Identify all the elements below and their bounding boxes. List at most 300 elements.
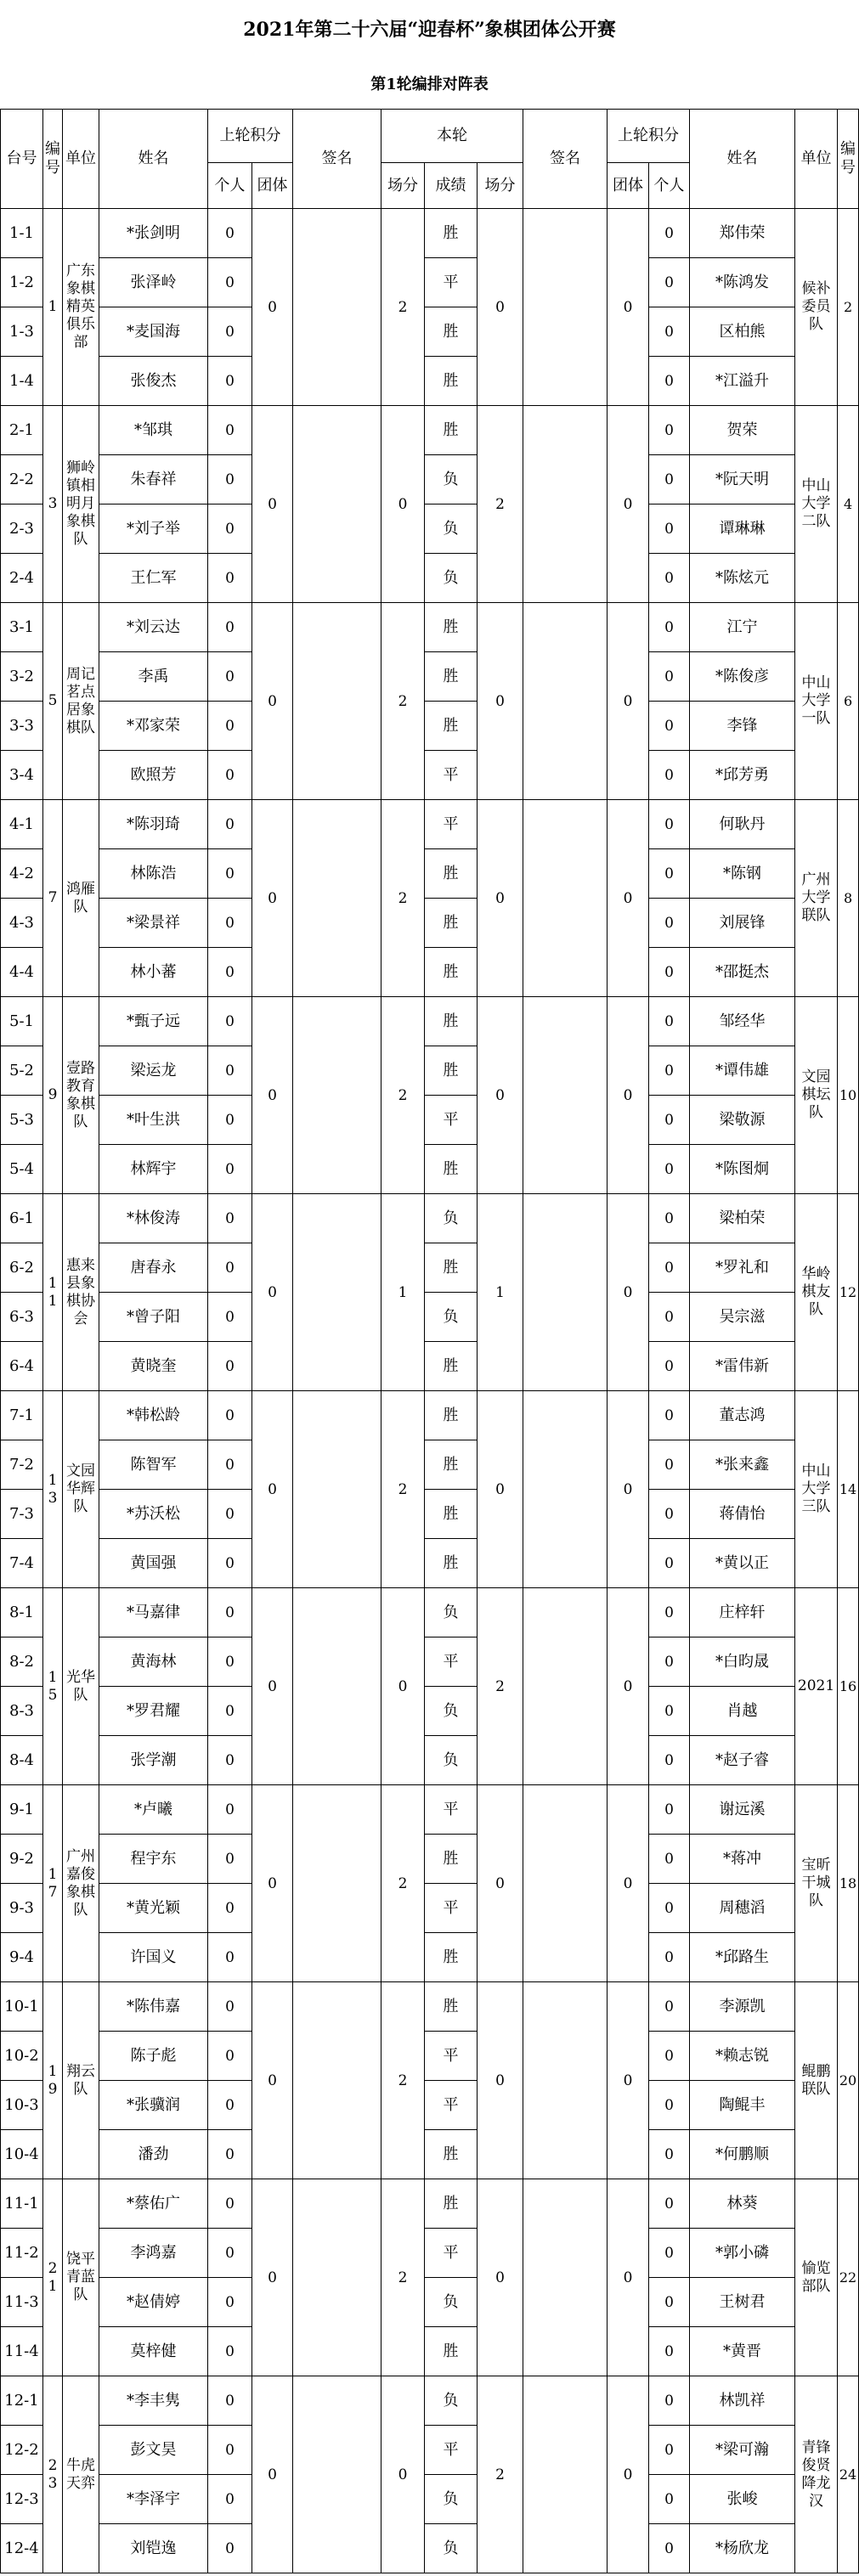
header-right-team-number: 编号: [838, 110, 859, 209]
board-result: 胜: [425, 2327, 478, 2376]
right-player-name: *赵子睿: [690, 1736, 795, 1785]
right-team-number: 18: [838, 1785, 859, 1982]
board-result: 胜: [425, 1982, 478, 2032]
left-player-name: 朱春祥: [99, 455, 208, 504]
board-number: 1-4: [1, 357, 43, 406]
left-individual-points: 0: [208, 997, 252, 1046]
table-row: [1, 2475, 859, 2524]
board-result: 胜: [425, 849, 478, 899]
left-individual-points: 0: [208, 2524, 252, 2573]
table-header: [1, 110, 859, 209]
right-match-points: 0: [478, 1982, 523, 2179]
left-signature-cell: [293, 1982, 381, 2179]
left-individual-points: 0: [208, 899, 252, 948]
left-match-points: 1: [381, 1194, 425, 1391]
left-player-name: 王仁军: [99, 554, 208, 603]
board-result: 平: [425, 2032, 478, 2081]
left-individual-points: 0: [208, 2032, 252, 2081]
match-group: [1, 997, 859, 1194]
right-individual-points: 0: [649, 1243, 690, 1293]
right-team-number: 22: [838, 2179, 859, 2376]
board-result: 胜: [425, 948, 478, 997]
right-player-name: 贺荣: [690, 406, 795, 455]
board-number: 6-4: [1, 1342, 43, 1391]
board-number: 10-3: [1, 2081, 43, 2130]
header-right-match-points: 场分: [478, 163, 523, 209]
right-player-name: *邱芳勇: [690, 751, 795, 800]
board-number: 11-3: [1, 2278, 43, 2327]
board-result: 胜: [425, 1835, 478, 1884]
right-individual-points: 0: [649, 603, 690, 652]
right-individual-points: 0: [649, 1687, 690, 1736]
board-number: 8-4: [1, 1736, 43, 1785]
left-individual-points: 0: [208, 2327, 252, 2376]
left-team-unit: 周记茗点居象棋队: [63, 603, 99, 800]
right-team-unit: 中山大学三队: [795, 1391, 838, 1588]
right-individual-points: 0: [649, 849, 690, 899]
right-team-number: 6: [838, 603, 859, 800]
right-team-unit: 中山大学二队: [795, 406, 838, 603]
table-row: [1, 1539, 859, 1588]
left-match-points: 2: [381, 1391, 425, 1588]
right-player-name: *白昀晟: [690, 1637, 795, 1687]
right-signature-cell: [523, 1785, 608, 1982]
board-number: 7-1: [1, 1391, 43, 1440]
left-player-name: *林俊涛: [99, 1194, 208, 1243]
right-individual-points: 0: [649, 1835, 690, 1884]
board-result: 胜: [425, 1243, 478, 1293]
board-number: 8-3: [1, 1687, 43, 1736]
right-team-number: 4: [838, 406, 859, 603]
board-result: 负: [425, 1194, 478, 1243]
right-individual-points: 0: [649, 1588, 690, 1637]
right-individual-points: 0: [649, 1293, 690, 1342]
board-result: 胜: [425, 1391, 478, 1440]
table-row: [1, 1490, 859, 1539]
table-row: [1, 1096, 859, 1145]
table-row: [1, 1884, 859, 1933]
right-match-points: 0: [478, 603, 523, 800]
board-result: 胜: [425, 1145, 478, 1194]
right-individual-points: 0: [649, 2426, 690, 2475]
right-individual-points: 0: [649, 1145, 690, 1194]
board-number: 3-4: [1, 751, 43, 800]
left-player-name: 李鸿嘉: [99, 2229, 208, 2278]
board-number: 12-1: [1, 2376, 43, 2426]
table-row: [1, 1391, 859, 1440]
left-signature-cell: [293, 209, 381, 406]
right-individual-points: 0: [649, 1539, 690, 1588]
left-individual-points: 0: [208, 652, 252, 702]
right-player-name: 邹经华: [690, 997, 795, 1046]
left-player-name: *黄光颖: [99, 1884, 208, 1933]
right-individual-points: 0: [649, 2032, 690, 2081]
table-row: [1, 849, 859, 899]
board-number: 4-4: [1, 948, 43, 997]
left-player-name: *邹琪: [99, 406, 208, 455]
left-team-number: 17: [43, 1785, 63, 1982]
right-player-name: 谢远溪: [690, 1785, 795, 1835]
header-left-team-number: 编号: [43, 110, 63, 209]
right-team-points: 0: [608, 603, 649, 800]
board-result: 平: [425, 1884, 478, 1933]
board-number: 8-1: [1, 1588, 43, 1637]
left-individual-points: 0: [208, 1736, 252, 1785]
board-number: 12-4: [1, 2524, 43, 2573]
left-signature-cell: [293, 997, 381, 1194]
left-individual-points: 0: [208, 1539, 252, 1588]
right-signature-cell: [523, 1194, 608, 1391]
left-team-number: 13: [43, 1391, 63, 1588]
left-team-points: 0: [252, 1194, 293, 1391]
board-result: 负: [425, 2524, 478, 2573]
left-player-name: *张骥润: [99, 2081, 208, 2130]
board-number: 1-1: [1, 209, 43, 258]
right-individual-points: 0: [649, 2229, 690, 2278]
left-player-name: *张剑明: [99, 209, 208, 258]
match-group: [1, 1391, 859, 1588]
left-individual-points: 0: [208, 849, 252, 899]
right-player-name: 李源凯: [690, 1982, 795, 2032]
right-individual-points: 0: [649, 1342, 690, 1391]
left-team-unit: 惠来县象棋协会: [63, 1194, 99, 1391]
page-title: 2021年第二十六届“迎春杯”象棋团体公开赛: [243, 19, 616, 41]
right-team-unit: 2021: [795, 1588, 838, 1785]
match-group: [1, 1785, 859, 1982]
left-player-name: 许国义: [99, 1933, 208, 1982]
left-team-unit: 广州嘉俊象棋队: [63, 1785, 99, 1982]
left-team-points: 0: [252, 800, 293, 997]
table-row: [1, 1637, 859, 1687]
left-player-name: 唐春永: [99, 1243, 208, 1293]
board-number: 2-1: [1, 406, 43, 455]
right-individual-points: 0: [649, 1490, 690, 1539]
left-individual-points: 0: [208, 307, 252, 357]
table-row: [1, 209, 859, 258]
left-team-unit: 光华队: [63, 1588, 99, 1785]
right-team-points: 0: [608, 2376, 649, 2573]
right-individual-points: 0: [649, 1391, 690, 1440]
right-player-name: 林凯祥: [690, 2376, 795, 2426]
right-player-name: *谭伟雄: [690, 1046, 795, 1096]
right-player-name: *杨欣龙: [690, 2524, 795, 2573]
right-team-number: 20: [838, 1982, 859, 2179]
left-team-points: 0: [252, 2376, 293, 2573]
right-match-points: 0: [478, 997, 523, 1194]
right-team-number: 12: [838, 1194, 859, 1391]
right-player-name: 区柏熊: [690, 307, 795, 357]
left-team-unit: 翔云队: [63, 1982, 99, 2179]
left-match-points: 0: [381, 1588, 425, 1785]
board-number: 7-3: [1, 1490, 43, 1539]
left-individual-points: 0: [208, 603, 252, 652]
table-row: [1, 1342, 859, 1391]
board-result: 胜: [425, 406, 478, 455]
left-individual-points: 0: [208, 2179, 252, 2229]
left-player-name: *蔡佑广: [99, 2179, 208, 2229]
right-team-number: 8: [838, 800, 859, 997]
right-individual-points: 0: [649, 554, 690, 603]
left-signature-cell: [293, 1391, 381, 1588]
right-match-points: 2: [478, 1588, 523, 1785]
left-individual-points: 0: [208, 1687, 252, 1736]
board-number: 7-4: [1, 1539, 43, 1588]
left-team-number: 3: [43, 406, 63, 603]
right-match-points: 2: [478, 2376, 523, 2573]
table-row: [1, 554, 859, 603]
right-team-points: 0: [608, 1785, 649, 1982]
right-individual-points: 0: [649, 2179, 690, 2229]
left-individual-points: 0: [208, 2081, 252, 2130]
right-player-name: *阮天明: [690, 455, 795, 504]
right-team-number: 2: [838, 209, 859, 406]
left-individual-points: 0: [208, 1145, 252, 1194]
board-number: 2-4: [1, 554, 43, 603]
board-result: 胜: [425, 2179, 478, 2229]
right-player-name: *罗礼和: [690, 1243, 795, 1293]
left-individual-points: 0: [208, 2376, 252, 2426]
left-individual-points: 0: [208, 1440, 252, 1490]
board-number: 8-2: [1, 1637, 43, 1687]
right-match-points: 2: [478, 406, 523, 603]
right-individual-points: 0: [649, 357, 690, 406]
right-signature-cell: [523, 406, 608, 603]
board-result: 胜: [425, 1539, 478, 1588]
left-team-points: 0: [252, 1982, 293, 2179]
right-team-points: 0: [608, 1391, 649, 1588]
table-row: [1, 800, 859, 849]
right-individual-points: 0: [649, 2327, 690, 2376]
left-match-points: 2: [381, 2179, 425, 2376]
board-number: 1-3: [1, 307, 43, 357]
board-result: 负: [425, 1588, 478, 1637]
board-result: 胜: [425, 2130, 478, 2179]
board-result: 平: [425, 800, 478, 849]
right-team-points: 0: [608, 406, 649, 603]
table-row: [1, 997, 859, 1046]
table-row: [1, 1933, 859, 1982]
left-team-unit: 狮岭镇相明月象棋队: [63, 406, 99, 603]
board-number: 3-3: [1, 702, 43, 751]
board-number: 4-1: [1, 800, 43, 849]
left-player-name: 黄国强: [99, 1539, 208, 1588]
table-row: [1, 1785, 859, 1835]
table-row: [1, 948, 859, 997]
right-team-unit: 鲲鹏联队: [795, 1982, 838, 2179]
match-group: [1, 1588, 859, 1785]
left-signature-cell: [293, 1588, 381, 1785]
header-right-last-round-points: 上轮积分: [608, 110, 690, 163]
table-row: [1, 1588, 859, 1637]
right-player-name: *江溢升: [690, 357, 795, 406]
board-number: 11-4: [1, 2327, 43, 2376]
left-match-points: 2: [381, 603, 425, 800]
board-number: 10-2: [1, 2032, 43, 2081]
left-team-number: 5: [43, 603, 63, 800]
left-signature-cell: [293, 800, 381, 997]
right-signature-cell: [523, 997, 608, 1194]
right-individual-points: 0: [649, 1736, 690, 1785]
left-player-name: *曾子阳: [99, 1293, 208, 1342]
left-signature-cell: [293, 1194, 381, 1391]
left-individual-points: 0: [208, 209, 252, 258]
right-player-name: *赖志锐: [690, 2032, 795, 2081]
right-player-name: 郑伟荣: [690, 209, 795, 258]
table-row: [1, 1046, 859, 1096]
board-number: 10-1: [1, 1982, 43, 2032]
header-right-individual: 个人: [649, 163, 690, 209]
board-number: 5-1: [1, 997, 43, 1046]
left-team-points: 0: [252, 2179, 293, 2376]
left-player-name: *韩松龄: [99, 1391, 208, 1440]
header-right-team: 团体: [608, 163, 649, 209]
right-player-name: 肖越: [690, 1687, 795, 1736]
right-individual-points: 0: [649, 1096, 690, 1145]
right-individual-points: 0: [649, 209, 690, 258]
left-individual-points: 0: [208, 1243, 252, 1293]
table-row: [1, 357, 859, 406]
right-player-name: 吴宗滋: [690, 1293, 795, 1342]
right-player-name: *陈图炯: [690, 1145, 795, 1194]
match-group: [1, 603, 859, 800]
right-player-name: 梁柏荣: [690, 1194, 795, 1243]
left-individual-points: 0: [208, 2229, 252, 2278]
right-individual-points: 0: [649, 406, 690, 455]
right-individual-points: 0: [649, 2524, 690, 2573]
left-player-name: 陈子彪: [99, 2032, 208, 2081]
right-individual-points: 0: [649, 1933, 690, 1982]
right-player-name: *黄晋: [690, 2327, 795, 2376]
board-number: 1-2: [1, 258, 43, 307]
left-player-name: 李禹: [99, 652, 208, 702]
table-row: [1, 2229, 859, 2278]
right-match-points: 0: [478, 800, 523, 997]
board-result: 胜: [425, 1933, 478, 1982]
board-result: 负: [425, 504, 478, 554]
header-table-number: 台号: [1, 110, 43, 209]
right-signature-cell: [523, 1588, 608, 1785]
match-group: [1, 1982, 859, 2179]
table-row: [1, 652, 859, 702]
left-player-name: 林小蕃: [99, 948, 208, 997]
table-row: [1, 1293, 859, 1342]
left-team-points: 0: [252, 603, 293, 800]
left-player-name: *李泽宇: [99, 2475, 208, 2524]
table-row: [1, 2376, 859, 2426]
left-individual-points: 0: [208, 1884, 252, 1933]
board-result: 胜: [425, 1342, 478, 1391]
left-player-name: *卢曦: [99, 1785, 208, 1835]
left-team-number: 7: [43, 800, 63, 997]
right-player-name: 谭琳琳: [690, 504, 795, 554]
right-player-name: 江宁: [690, 603, 795, 652]
match-group: [1, 2179, 859, 2376]
right-match-points: 1: [478, 1194, 523, 1391]
right-individual-points: 0: [649, 1884, 690, 1933]
header-left-team: 团体: [252, 163, 293, 209]
match-group: [1, 1194, 859, 1391]
left-team-points: 0: [252, 1785, 293, 1982]
left-player-name: *陈伟嘉: [99, 1982, 208, 2032]
left-player-name: 林辉宇: [99, 1145, 208, 1194]
left-individual-points: 0: [208, 1046, 252, 1096]
right-team-points: 0: [608, 1982, 649, 2179]
right-match-points: 0: [478, 209, 523, 406]
right-player-name: *陈俊彦: [690, 652, 795, 702]
board-result: 胜: [425, 209, 478, 258]
left-individual-points: 0: [208, 406, 252, 455]
header-this-round: 本轮: [381, 110, 523, 163]
table-row: [1, 2032, 859, 2081]
right-signature-cell: [523, 800, 608, 997]
board-number: 3-2: [1, 652, 43, 702]
header-row: [1, 110, 859, 163]
left-individual-points: 0: [208, 1637, 252, 1687]
left-player-name: 张泽岭: [99, 258, 208, 307]
left-individual-points: 0: [208, 1835, 252, 1884]
board-number: 2-2: [1, 455, 43, 504]
left-player-name: 程宇东: [99, 1835, 208, 1884]
right-team-unit: 广州大学联队: [795, 800, 838, 997]
left-player-name: 欧照芳: [99, 751, 208, 800]
table-row: [1, 2426, 859, 2475]
left-individual-points: 0: [208, 1293, 252, 1342]
right-individual-points: 0: [649, 1440, 690, 1490]
match-group: [1, 2376, 859, 2573]
table-row: [1, 2130, 859, 2179]
left-player-name: *罗君耀: [99, 1687, 208, 1736]
right-player-name: *郭小磷: [690, 2229, 795, 2278]
left-player-name: 彭文昊: [99, 2426, 208, 2475]
left-individual-points: 0: [208, 1588, 252, 1637]
left-player-name: *邓家荣: [99, 702, 208, 751]
left-individual-points: 0: [208, 800, 252, 849]
board-number: 9-3: [1, 1884, 43, 1933]
left-team-unit: 文园华辉队: [63, 1391, 99, 1588]
left-team-number: 9: [43, 997, 63, 1194]
right-player-name: *何鹏顺: [690, 2130, 795, 2179]
header-left-individual: 个人: [208, 163, 252, 209]
left-team-unit: 广东象棋精英俱乐部: [63, 209, 99, 406]
right-individual-points: 0: [649, 504, 690, 554]
right-player-name: 何耿丹: [690, 800, 795, 849]
right-individual-points: 0: [649, 2376, 690, 2426]
board-number: 9-4: [1, 1933, 43, 1982]
board-number: 7-2: [1, 1440, 43, 1490]
right-team-unit: 愉览部队: [795, 2179, 838, 2376]
right-individual-points: 0: [649, 2130, 690, 2179]
right-player-name: *梁可瀚: [690, 2426, 795, 2475]
board-number: 2-3: [1, 504, 43, 554]
right-signature-cell: [523, 1391, 608, 1588]
board-number: 11-1: [1, 2179, 43, 2229]
right-player-name: 陶鲲丰: [690, 2081, 795, 2130]
board-result: 胜: [425, 702, 478, 751]
left-signature-cell: [293, 406, 381, 603]
table-row: [1, 307, 859, 357]
left-player-name: *陈羽琦: [99, 800, 208, 849]
right-individual-points: 0: [649, 2278, 690, 2327]
left-player-name: 黄海林: [99, 1637, 208, 1687]
left-signature-cell: [293, 603, 381, 800]
left-individual-points: 0: [208, 1342, 252, 1391]
table-row: [1, 258, 859, 307]
left-individual-points: 0: [208, 2278, 252, 2327]
left-match-points: 2: [381, 800, 425, 997]
left-team-unit: 饶平青蓝队: [63, 2179, 99, 2376]
left-team-unit: 牛虎天弈: [63, 2376, 99, 2573]
table-row: [1, 2327, 859, 2376]
